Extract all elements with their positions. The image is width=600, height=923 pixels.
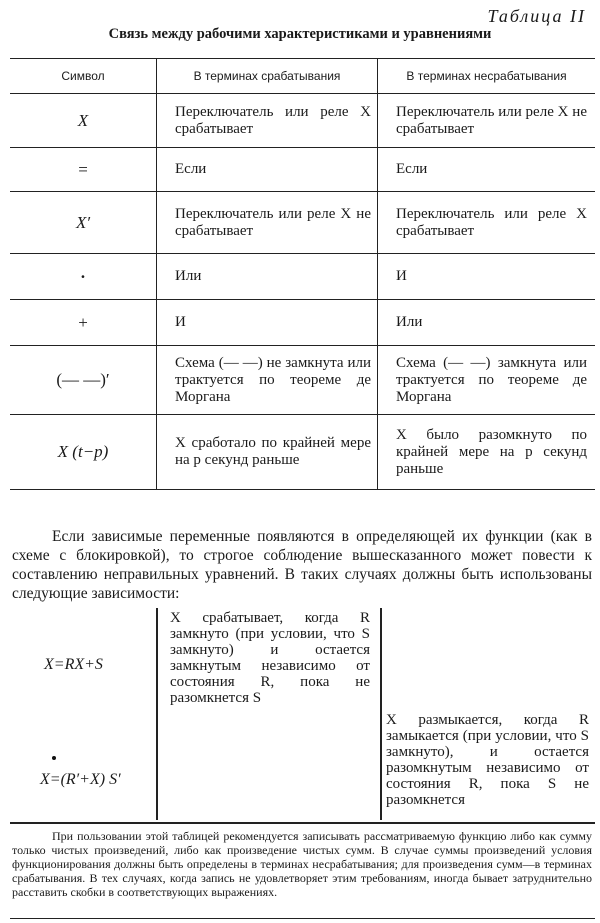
divider-line xyxy=(10,822,595,824)
equation-latch-off: X=(R′+X) S′ xyxy=(40,771,121,788)
symbol-cell: + xyxy=(10,300,157,346)
operate-cell: Если xyxy=(175,161,207,177)
equation-latch-on: X=RX+S xyxy=(44,656,103,673)
table-row xyxy=(10,94,595,148)
table-row xyxy=(10,346,595,415)
nonoperate-cell: Схема (— —) замкнута или трактуется по теореме де Моргана xyxy=(396,354,587,405)
table-caption: Таблица II xyxy=(487,6,586,26)
relations-table xyxy=(10,58,595,490)
operate-cell: Переключатель или реле X не срабатывает xyxy=(175,205,371,239)
column-divider xyxy=(156,608,158,820)
symbol-cell: X xyxy=(10,94,157,148)
header-nonoperate: В терминах несрабатывания xyxy=(378,59,596,94)
nonoperate-cell: Если xyxy=(396,161,428,177)
header-symbol: Символ xyxy=(10,59,157,94)
ink-dot xyxy=(52,756,56,760)
nonoperate-cell: Переключатель или реле X не срабатывает xyxy=(396,103,587,137)
nonoperate-cell: Переключатель или реле X срабатывает xyxy=(396,205,587,239)
equation-latch-on-description: X срабатывает, когда R замкнуто (при условии, что S замкнуто) и остается замкнутым независимо от состояния R, пока не разомкнется S xyxy=(170,610,370,706)
equation-latch-off-description: X размыкается, когда R замыкается (при условии, что S замкнуто), и остается разомкнутым независимо от состояния R, пока S не разомкнется xyxy=(386,712,589,808)
column-divider xyxy=(380,608,382,820)
operate-cell: Переключатель или реле X срабатывает xyxy=(175,103,371,137)
table-row xyxy=(10,254,595,300)
symbol-cell: X (t−p) xyxy=(10,415,157,490)
operate-cell: Или xyxy=(175,268,202,284)
symbol-cell: X′ xyxy=(10,192,157,254)
symbol-cell: (— —)′ xyxy=(10,346,157,415)
header-operate: В терминах срабатывания xyxy=(157,59,378,94)
bottom-rule xyxy=(10,918,595,919)
table-header-row xyxy=(10,59,595,94)
operate-cell: И xyxy=(175,314,186,330)
dependencies-block xyxy=(10,608,595,820)
symbol-cell: · xyxy=(10,254,157,300)
table-row xyxy=(10,192,595,254)
footnote: При пользовании этой таблицей рекомендуется записывать рассматриваемую функцию либо как сумму только чистых произведений, либо как произведение чистых сумм. В случае суммы произведений условия функционирования должны быть определены в терминах несрабатывания; для произведения сумм—в терминах срабатывания. В тех случаях, когда запись не удовлетворяет этим требованиям, иногда бывает затруднительно расставить скобки в соответствующих выражениях. xyxy=(12,829,592,899)
table-row xyxy=(10,300,595,346)
operate-cell: Схема (— —) не замкнута или трактуется по теореме де Моргана xyxy=(175,354,371,405)
operate-cell: X сработало по крайней мере на p секунд раньше xyxy=(175,435,371,468)
table-title: Связь между рабочими характеристиками и уравнениями xyxy=(108,26,492,42)
body-paragraph: Если зависимые переменные появляются в определяющей их функции (как в схеме с блокировкой), то строгое соблюдение вышесказанного может повести к составлению неправильных уравнений. В таких случаях должны быть использованы следующие зависимости: xyxy=(12,528,592,602)
table-row xyxy=(10,415,595,490)
table-row xyxy=(10,148,595,192)
nonoperate-cell: И xyxy=(396,268,407,284)
nonoperate-cell: X было разомкнуто по крайней мере на p секунд раньше xyxy=(396,426,587,477)
symbol-cell: = xyxy=(10,148,157,192)
nonoperate-cell: Или xyxy=(396,314,423,330)
